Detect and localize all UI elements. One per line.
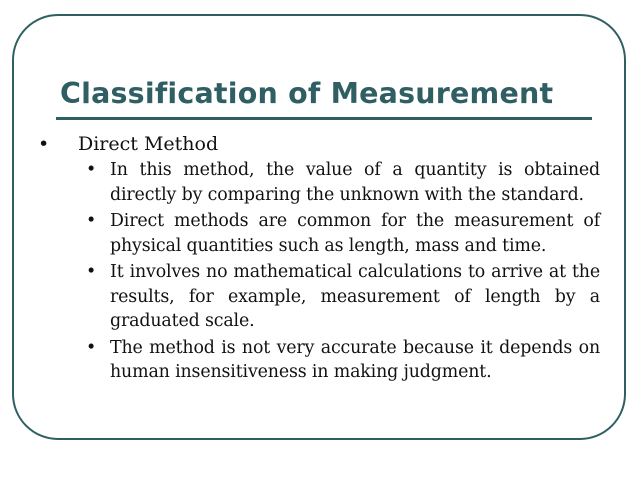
bullet-icon: • [86, 337, 97, 358]
slide-title: Classification of Measurement [60, 77, 554, 110]
sub-bullet-item [86, 260, 600, 334]
sub-bullet-list [86, 158, 600, 387]
bullet-icon: • [86, 211, 97, 231]
sub-bullet-item [86, 158, 600, 207]
bullet-icon: • [38, 133, 50, 155]
bullet-icon: • [86, 262, 97, 282]
sub-bullet-text: In this method, the value of a quantity is obtained directly by comparing the unknown with the standard. [110, 160, 600, 205]
main-bullet-item [38, 132, 218, 156]
main-bullet-label: Direct Method [78, 133, 219, 155]
sub-bullet-item [86, 336, 600, 385]
sub-bullet-item [86, 209, 600, 258]
sub-bullet-text: Direct methods are common for the measurement of physical quantities such as length, mass and time. [110, 211, 600, 256]
bullet-icon: • [86, 160, 97, 180]
sub-bullet-text: The method is not very accurate because it depends on human insensitiveness in making judgment. [110, 337, 600, 382]
sub-bullet-text: It involves no mathematical calculations to arrive at the results, for example, measurement of length by a graduated scale. [110, 262, 600, 331]
